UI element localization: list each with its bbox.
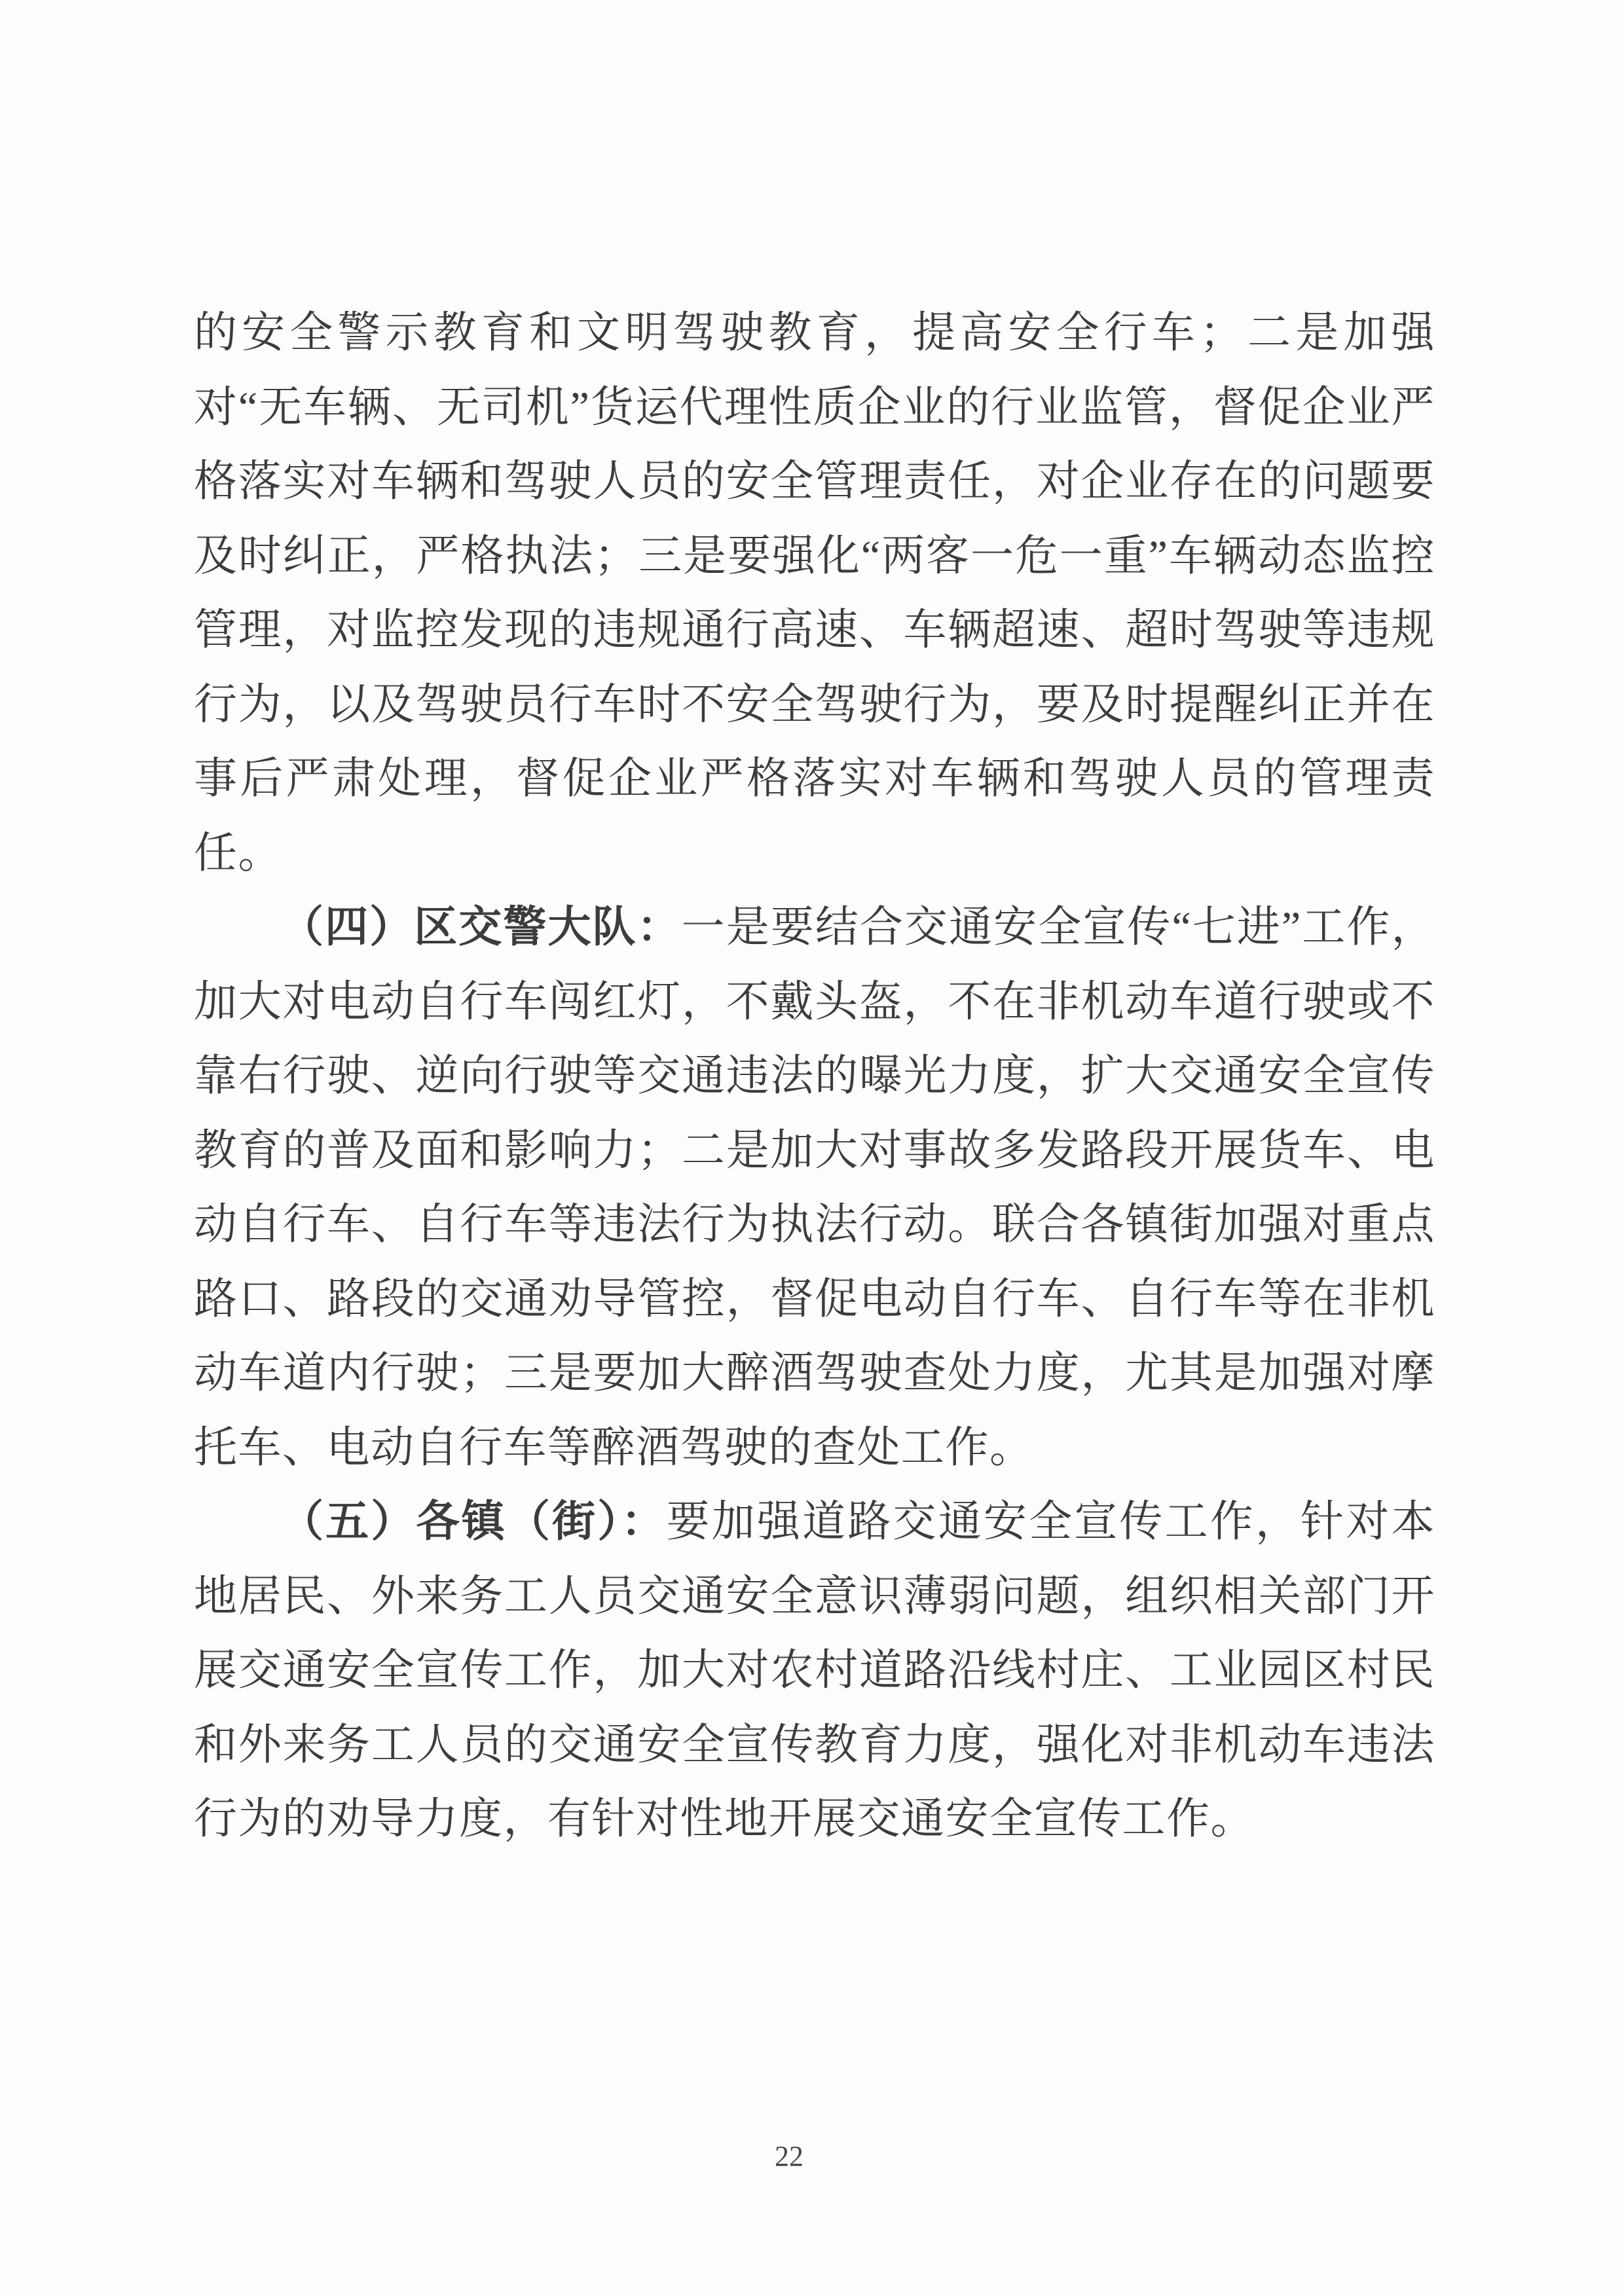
paragraph-section-4 xyxy=(194,890,1435,1485)
paragraph-text: 一是要结合交通安全宣传“七进”工作，加大对电动自行车闯红灯，不戴头盔，不在非机动车道行驶或不靠右行驶、逆向行驶等交通违法的曝光力度，扩大交通安全宣传教育的普及面和影响力；二是加大对事故多发路段开展货车、电动自行车、自行车等违法行为执法行动。联合各镇街加强对重点路口、路段的交通劝导管控，督促电动自行车、自行车等在非机动车道内行驶；三是要加大醉酒驾驶查处力度，尤其是加强对摩托车、电动自行车等醉酒驾驶的查处工作。 xyxy=(194,903,1436,1472)
paragraph-text: 要加强道路交通安全宣传工作，针对本地居民、外来务工人员交通安全意识薄弱问题，组织相关部门开展交通安全宣传工作，加大对农村道路沿线村庄、工业园区村民和外来务工人员的交通安全宣传教育力度，强化对非机动车违法行为的劝导力度，有针对性地开展交通安全宣传工作。 xyxy=(194,1498,1436,1843)
document-body xyxy=(194,296,1435,1857)
paragraph-text: 的安全警示教育和文明驾驶教育，提高安全行车；二是加强对“无车辆、无司机”货运代理性质企业的行业监管，督促企业严格落实对车辆和驾驶人员的安全管理责任，对企业存在的问题要及时纠正，严格执法；三是要强化“两客一危一重”车辆动态监控管理，对监控发现的违规通行高速、车辆超速、超时驾驶等违规行为，以及驾驶员行车时不安全驾驶行为，要及时提醒纠正并在事后严肃处理，督促企业严格落实对车辆和驾驶人员的管理责任。 xyxy=(194,309,1435,877)
paragraph-lead: （五）各镇（街）： xyxy=(280,1498,667,1546)
paragraph-section-5 xyxy=(194,1485,1435,1857)
page-number: 22 xyxy=(775,2140,803,2172)
paragraph-continuation xyxy=(194,296,1435,890)
paragraph-lead: （四）区交警大队： xyxy=(280,903,682,951)
